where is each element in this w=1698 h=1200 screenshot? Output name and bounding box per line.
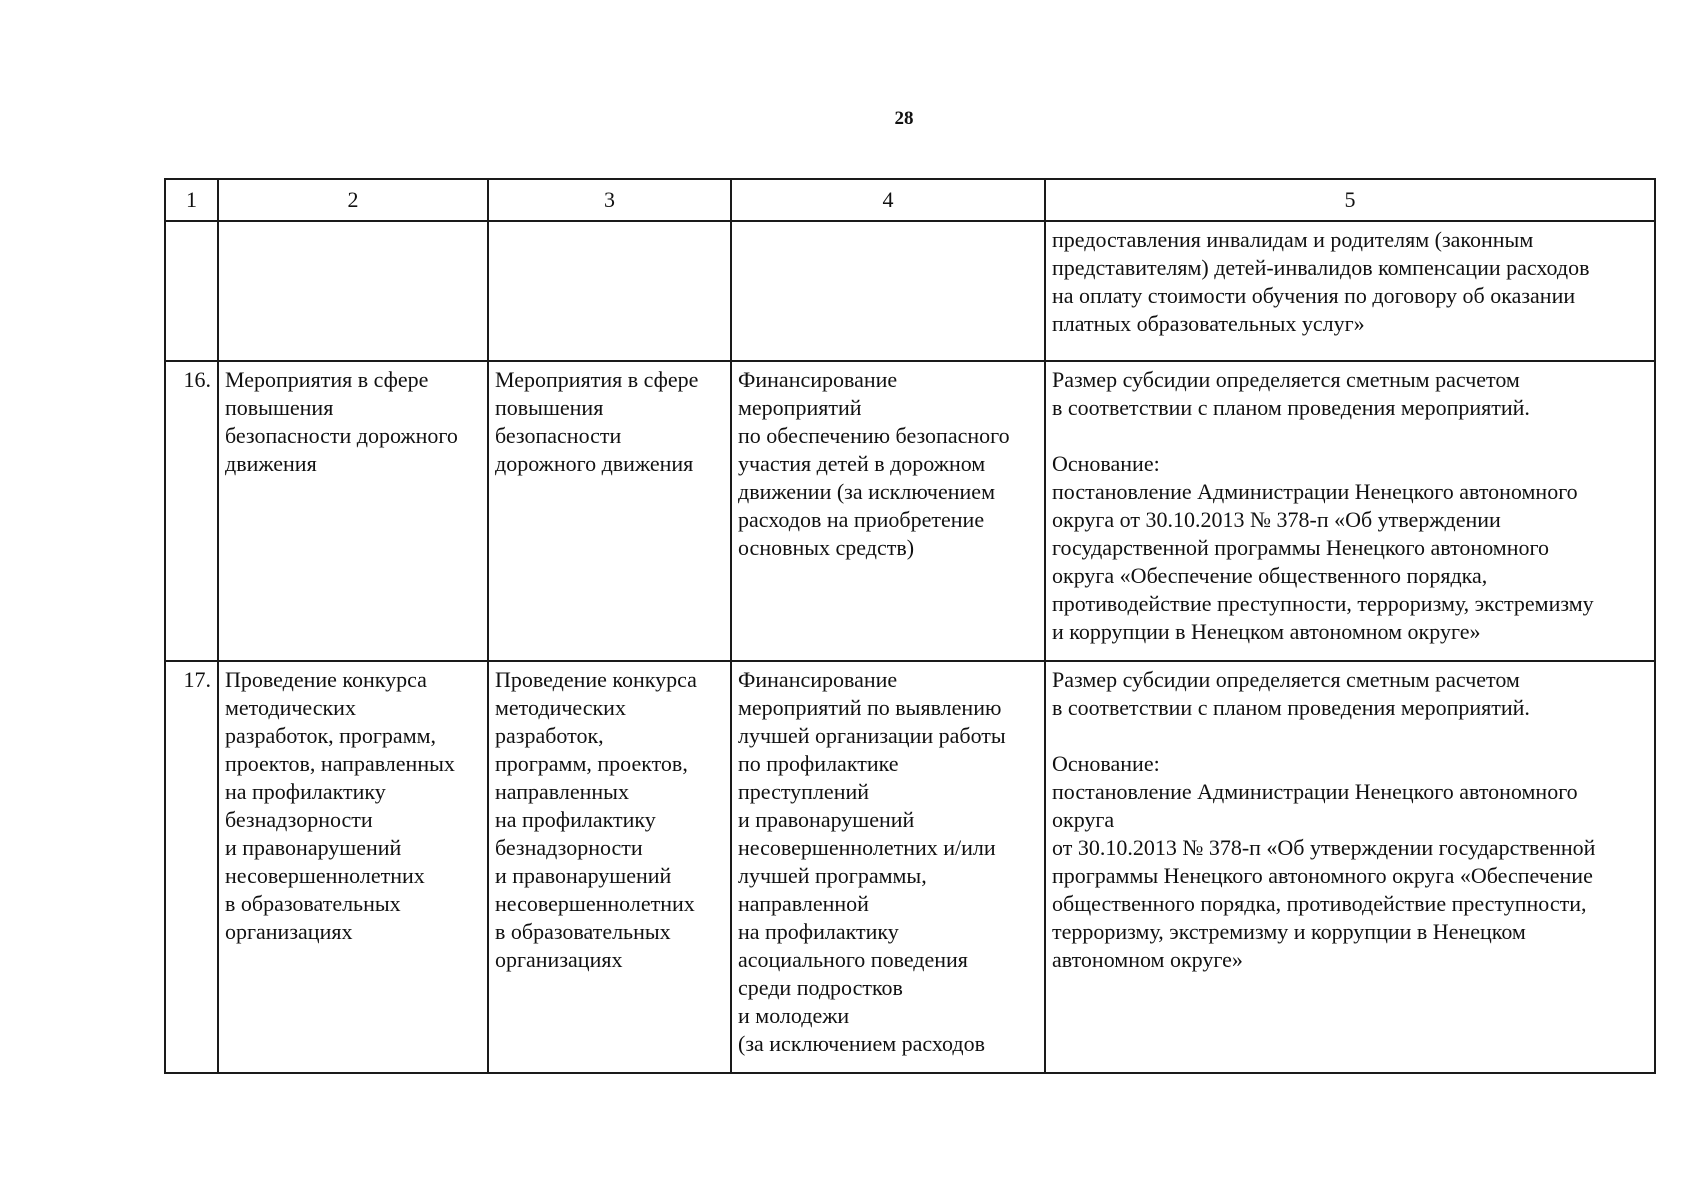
cell-empty: [731, 221, 1045, 361]
table-row: [165, 661, 1655, 1073]
table-header-row: [165, 179, 1655, 221]
purpose-text: Финансирование мероприятий по выявлению лучшей организации работы по профилактике преступлений и правонарушений несовершеннолетних и/или лучшей программы, направленной на профилактику асоциального поведения среди подростков и молодежи (за исключением расходов: [738, 667, 1006, 1056]
basis-text: постановление Администрации Ненецкого автономного округа от 30.10.2013 № 378-п «Об утверждении государственной программы Ненецкого автономного округа «Обеспечение общественного порядка, противодействие преступности, терроризму, экстремизму и коррупции в Ненецком автономном округе»: [1052, 479, 1594, 644]
cell-empty: [218, 221, 488, 361]
subsidy-size-text: Размер субсидии определяется сметным расчетом в соответствии с планом проведения мероприятий.: [1052, 367, 1530, 420]
blank-line: [1052, 722, 1648, 750]
direction-text: Мероприятия в сфере повышения безопасности дорожного движения: [495, 367, 699, 476]
cell-empty: [488, 221, 731, 361]
cell-continuation-text: [1045, 221, 1655, 361]
activity-name: Мероприятия в сфере повышения безопасности дорожного движения: [225, 367, 458, 476]
cell-conditions: [1045, 661, 1655, 1073]
page-number: 28: [894, 108, 914, 129]
header-col-4: 4: [731, 179, 1045, 221]
direction-text: Проведение конкурса методических разработок, программ, проектов, направленных на профилактику безнадзорности и правонарушений несовершеннолетних в образовательных организациях: [495, 667, 697, 972]
basis-text: постановление Администрации Ненецкого автономного округа от 30.10.2013 № 378-п «Об утверждении государственной программы Ненецкого автономного округа «Обеспечение общественного порядка, противодействие преступности, терроризму, экстремизму и коррупции в Ненецком автономном округе»: [1052, 779, 1596, 972]
cell-purpose: [731, 661, 1045, 1073]
basis-label: Основание:: [1052, 451, 1160, 476]
table-row-continuation: [165, 221, 1655, 361]
continuation-text: предоставления инвалидам и родителям (законным представителям) детей-инвалидов компенсации расходов на оплату стоимости обучения по договору об оказании платных образовательных услуг»: [1052, 227, 1590, 336]
cell-direction: [488, 361, 731, 661]
subsidy-size-text: Размер субсидии определяется сметным расчетом в соответствии с планом проведения мероприятий.: [1052, 667, 1530, 720]
activity-name: Проведение конкурса методических разработок, программ, проектов, направленных на профилактику безнадзорности и правонарушений несовершеннолетних в образовательных организациях: [225, 667, 455, 944]
cell-activity-name: [218, 361, 488, 661]
cell-activity-name: [218, 661, 488, 1073]
header-col-1: 1: [165, 179, 218, 221]
table-row: [165, 361, 1655, 661]
cell-direction: [488, 661, 731, 1073]
purpose-text: Финансирование мероприятий по обеспечению безопасного участия детей в дорожном движении (за исключением расходов на приобретение основных средств): [738, 367, 1010, 560]
basis-label: Основание:: [1052, 751, 1160, 776]
header-col-3: 3: [488, 179, 731, 221]
header-col-2: 2: [218, 179, 488, 221]
row-number: 16.: [165, 361, 218, 661]
cell-conditions: [1045, 361, 1655, 661]
row-number: 17.: [165, 661, 218, 1073]
document-table: [164, 178, 1656, 1074]
cell-empty: [165, 221, 218, 361]
header-col-5: 5: [1045, 179, 1655, 221]
blank-line: [1052, 422, 1648, 450]
cell-purpose: [731, 361, 1045, 661]
